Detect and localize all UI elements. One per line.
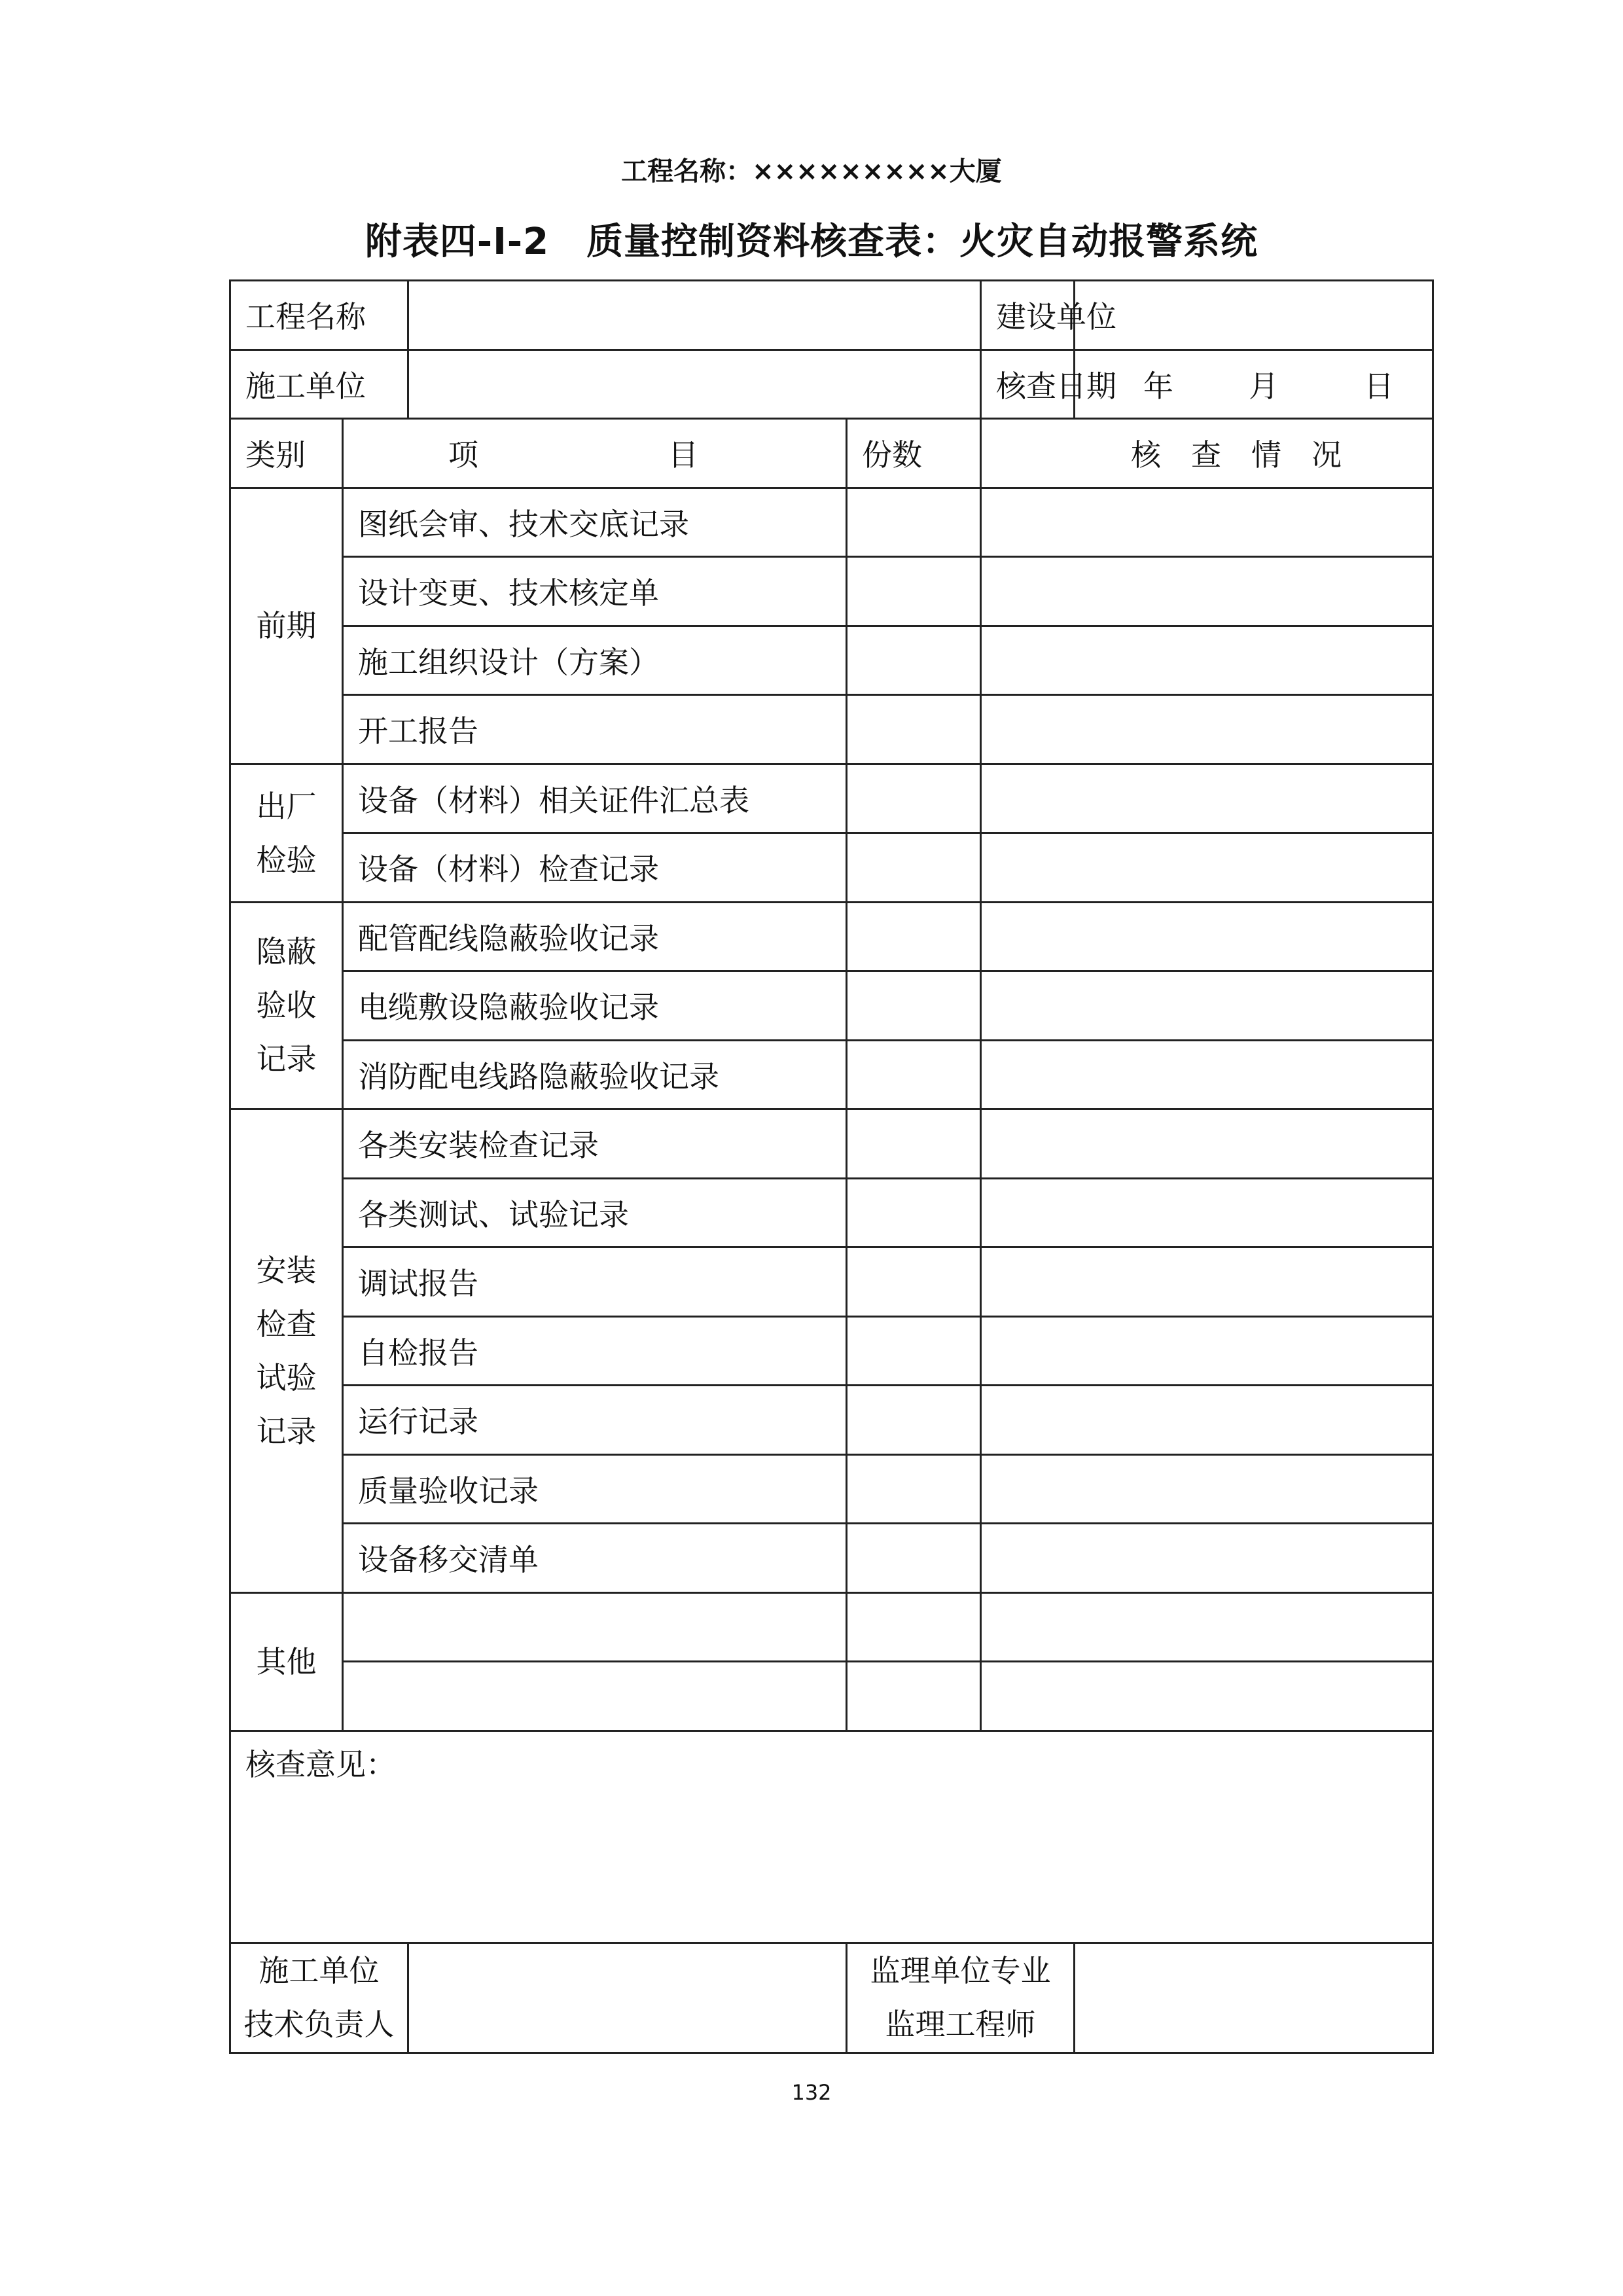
status-cell[interactable] bbox=[981, 1662, 1433, 1731]
contractor-tech-lead-label-line: 施工单位 bbox=[259, 1953, 380, 1988]
copies-cell[interactable] bbox=[847, 1247, 981, 1317]
item-cell: 各类测试、试验记录 bbox=[343, 1178, 847, 1247]
copies-cell[interactable] bbox=[847, 1386, 981, 1455]
category-label: 记录 bbox=[256, 1041, 317, 1077]
copies-cell[interactable] bbox=[847, 902, 981, 971]
copies-cell[interactable] bbox=[847, 1454, 981, 1524]
table-row bbox=[230, 1454, 1433, 1524]
copies-cell[interactable] bbox=[847, 971, 981, 1041]
category-cell bbox=[230, 488, 343, 764]
table-row bbox=[230, 971, 1433, 1041]
status-cell[interactable] bbox=[981, 1592, 1433, 1662]
status-cell[interactable] bbox=[981, 1316, 1433, 1386]
status-cell[interactable] bbox=[981, 1386, 1433, 1455]
table-row bbox=[230, 488, 1433, 557]
table-row bbox=[230, 1040, 1433, 1109]
copies-cell[interactable] bbox=[847, 1662, 981, 1731]
status-cell[interactable] bbox=[981, 488, 1433, 557]
table-row bbox=[230, 1316, 1433, 1386]
table-row bbox=[230, 1662, 1433, 1731]
project-name-label: 工程名称 bbox=[230, 281, 408, 350]
date-year: 年 bbox=[1143, 368, 1173, 404]
category-label: 验收 bbox=[256, 988, 317, 1024]
table-row bbox=[230, 1592, 1433, 1662]
status-cell[interactable] bbox=[981, 1178, 1433, 1247]
status-cell[interactable] bbox=[981, 1109, 1433, 1179]
quality-check-table bbox=[229, 279, 1434, 2054]
category-label: 安装 bbox=[256, 1252, 317, 1288]
category-label: 前期 bbox=[256, 608, 317, 643]
table-row bbox=[230, 1524, 1433, 1593]
signature-row bbox=[230, 1943, 1433, 2053]
category-label: 记录 bbox=[256, 1413, 317, 1449]
copies-cell[interactable] bbox=[847, 1524, 981, 1593]
item-cell: 运行记录 bbox=[343, 1386, 847, 1455]
copies-cell[interactable] bbox=[847, 764, 981, 833]
item-cell: 消防配电线路隐蔽验收记录 bbox=[343, 1040, 847, 1109]
category-cell bbox=[230, 764, 343, 902]
copies-cell[interactable] bbox=[847, 488, 981, 557]
item-cell: 各类安装检查记录 bbox=[343, 1109, 847, 1179]
item-cell: 设备移交清单 bbox=[343, 1524, 847, 1593]
item-cell: 调试报告 bbox=[343, 1247, 847, 1317]
info-row-contractor bbox=[230, 350, 1433, 419]
supervisor-engineer-label-line: 监理单位专业 bbox=[870, 1953, 1051, 1988]
item-cell: 开工报告 bbox=[343, 695, 847, 764]
opinion-cell[interactable] bbox=[230, 1731, 1433, 1943]
date-month: 月 bbox=[1249, 368, 1279, 404]
page-title: 附表四-Ⅰ-2 质量控制资料核查表：火灾自动报警系统 bbox=[365, 221, 1258, 263]
category-cell bbox=[230, 1109, 343, 1593]
copies-cell[interactable] bbox=[847, 1592, 981, 1662]
category-cell bbox=[230, 902, 343, 1109]
item-cell: 质量验收记录 bbox=[343, 1454, 847, 1524]
date-day: 日 bbox=[1364, 368, 1394, 404]
copies-cell[interactable] bbox=[847, 1316, 981, 1386]
copies-cell[interactable] bbox=[847, 626, 981, 695]
table-row bbox=[230, 833, 1433, 903]
item-header-b: 目 bbox=[668, 437, 698, 473]
copies-cell[interactable] bbox=[847, 695, 981, 764]
status-header-2: 查 bbox=[1191, 437, 1221, 473]
table-row bbox=[230, 1247, 1433, 1317]
status-header-1: 核 bbox=[1131, 437, 1161, 473]
item-cell bbox=[343, 1592, 847, 1662]
item-header bbox=[343, 419, 847, 488]
contractor-tech-lead-label-line: 技术负责人 bbox=[243, 2007, 395, 2042]
table-row bbox=[230, 557, 1433, 626]
table-row bbox=[230, 1109, 1433, 1179]
builder-label: 建设单位 bbox=[981, 281, 1075, 350]
item-cell: 施工组织设计（方案） bbox=[343, 626, 847, 695]
builder-field[interactable] bbox=[1075, 281, 1433, 350]
opinion-label: 核查意见： bbox=[245, 1746, 396, 1782]
project-name-line: 工程名称：×××××××××大厦 bbox=[621, 156, 1002, 187]
page-number: 132 bbox=[791, 2080, 832, 2105]
copies-cell[interactable] bbox=[847, 1178, 981, 1247]
opinion-row bbox=[230, 1731, 1433, 1943]
table-row bbox=[230, 764, 1433, 833]
status-cell[interactable] bbox=[981, 764, 1433, 833]
category-label: 检验 bbox=[256, 842, 317, 878]
status-header bbox=[981, 419, 1433, 488]
copies-cell[interactable] bbox=[847, 1109, 981, 1179]
supervisor-engineer-label bbox=[847, 1943, 1075, 2053]
contractor-label: 施工单位 bbox=[230, 350, 408, 419]
project-name-field[interactable] bbox=[408, 281, 981, 350]
item-cell: 设备（材料）相关证件汇总表 bbox=[343, 764, 847, 833]
status-cell[interactable] bbox=[981, 626, 1433, 695]
status-cell[interactable] bbox=[981, 833, 1433, 903]
contractor-signature-field[interactable] bbox=[408, 1943, 847, 2053]
check-date-field[interactable] bbox=[1075, 350, 1433, 419]
status-cell[interactable] bbox=[981, 1040, 1433, 1109]
contractor-field[interactable] bbox=[408, 350, 981, 419]
status-cell[interactable] bbox=[981, 1454, 1433, 1524]
supervisor-engineer-label-line: 监理工程师 bbox=[885, 2007, 1036, 2042]
category-label: 出厂 bbox=[256, 788, 317, 824]
item-cell: 设备（材料）检查记录 bbox=[343, 833, 847, 903]
item-header-a: 项 bbox=[448, 437, 478, 473]
category-header: 类别 bbox=[230, 419, 343, 488]
check-date-label: 核查日期 bbox=[981, 350, 1075, 419]
status-cell[interactable] bbox=[981, 1247, 1433, 1317]
item-cell: 配管配线隐蔽验收记录 bbox=[343, 902, 847, 971]
status-cell[interactable] bbox=[981, 695, 1433, 764]
status-cell[interactable] bbox=[981, 557, 1433, 626]
table-row bbox=[230, 1178, 1433, 1247]
item-cell bbox=[343, 1662, 847, 1731]
copies-header: 份数 bbox=[847, 419, 981, 488]
category-label: 检查 bbox=[256, 1306, 317, 1342]
contractor-tech-lead-label bbox=[230, 1943, 408, 2053]
item-cell: 设计变更、技术核定单 bbox=[343, 557, 847, 626]
supervisor-signature-field[interactable] bbox=[1075, 1943, 1433, 2053]
status-header-3: 情 bbox=[1251, 437, 1281, 473]
status-header-4: 况 bbox=[1311, 437, 1342, 473]
item-cell: 电缆敷设隐蔽验收记录 bbox=[343, 971, 847, 1041]
table-row bbox=[230, 626, 1433, 695]
item-cell: 自检报告 bbox=[343, 1316, 847, 1386]
status-cell[interactable] bbox=[981, 971, 1433, 1041]
copies-cell[interactable] bbox=[847, 833, 981, 903]
column-header-row bbox=[230, 419, 1433, 488]
table-row bbox=[230, 902, 1433, 971]
status-cell[interactable] bbox=[981, 902, 1433, 971]
item-cell: 图纸会审、技术交底记录 bbox=[343, 488, 847, 557]
category-cell bbox=[230, 1592, 343, 1731]
status-cell[interactable] bbox=[981, 1524, 1433, 1593]
copies-cell[interactable] bbox=[847, 557, 981, 626]
category-label: 其他 bbox=[256, 1643, 317, 1679]
category-label: 试验 bbox=[256, 1359, 317, 1395]
category-label: 隐蔽 bbox=[256, 934, 317, 970]
copies-cell[interactable] bbox=[847, 1040, 981, 1109]
info-row-project bbox=[230, 281, 1433, 350]
table-row bbox=[230, 695, 1433, 764]
table-row bbox=[230, 1386, 1433, 1455]
